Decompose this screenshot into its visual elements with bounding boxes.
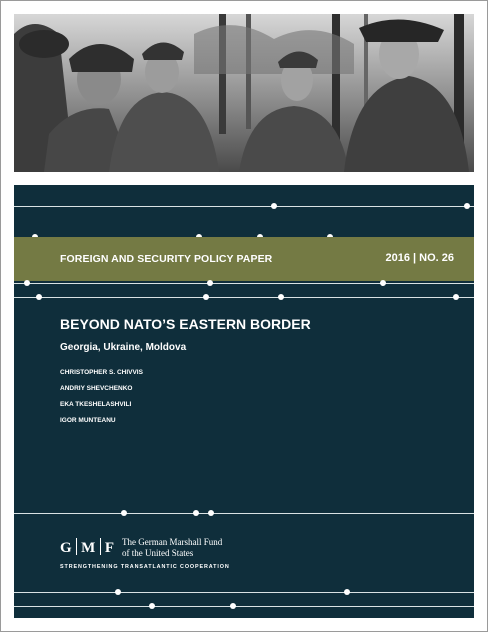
decorative-dot — [207, 280, 213, 286]
decorative-dot — [344, 589, 350, 595]
logo-letter: G — [60, 540, 73, 556]
decorative-dot — [208, 510, 214, 516]
decorative-dot — [121, 510, 127, 516]
decorative-dot — [24, 280, 30, 286]
decorative-dot — [203, 294, 209, 300]
logo-letter: F — [104, 540, 115, 556]
decorative-dot — [453, 294, 459, 300]
decorative-line — [14, 592, 474, 593]
author-name: EKA TKESHELASHVILI — [60, 401, 132, 408]
decorative-dot — [193, 510, 199, 516]
decorative-dot — [149, 603, 155, 609]
issue-number: 2016 | NO. 26 — [385, 252, 454, 264]
decorative-dot — [380, 280, 386, 286]
author-list — [60, 365, 143, 429]
logo-letter: M — [81, 540, 96, 556]
cover-panel — [14, 185, 474, 618]
gmf-logo-mark — [60, 538, 115, 557]
decorative-dot — [271, 203, 277, 209]
logo-divider — [100, 538, 101, 555]
publisher-name-line: of the United States — [122, 548, 194, 558]
author-name: ANDRIY SHEVCHENKO — [60, 385, 133, 392]
decorative-dot — [278, 294, 284, 300]
author-name: IGOR MUNTEANU — [60, 417, 116, 424]
decorative-dot — [115, 589, 121, 595]
decorative-line — [14, 606, 474, 607]
author-name: CHRISTOPHER S. CHIVVIS — [60, 369, 143, 376]
series-band — [14, 237, 474, 281]
series-label: FOREIGN AND SECURITY POLICY PAPER — [60, 253, 273, 265]
decorative-dot — [464, 203, 470, 209]
publisher-tagline: STRENGTHENING TRANSATLANTIC COOPERATION — [60, 564, 230, 570]
decorative-line — [14, 513, 474, 514]
decorative-line — [14, 297, 474, 298]
decorative-line — [14, 283, 474, 284]
publisher-name — [122, 537, 222, 559]
document-subtitle: Georgia, Ukraine, Moldova — [60, 342, 187, 353]
decorative-dot — [230, 603, 236, 609]
soldiers-photo-icon — [14, 14, 474, 172]
cover-photo — [14, 14, 474, 172]
decorative-line — [14, 206, 474, 207]
publisher-name-line: The German Marshall Fund — [122, 537, 223, 547]
decorative-dot — [36, 294, 42, 300]
logo-divider — [76, 538, 77, 555]
document-title: BEYOND NATO’S EASTERN BORDER — [60, 316, 311, 332]
